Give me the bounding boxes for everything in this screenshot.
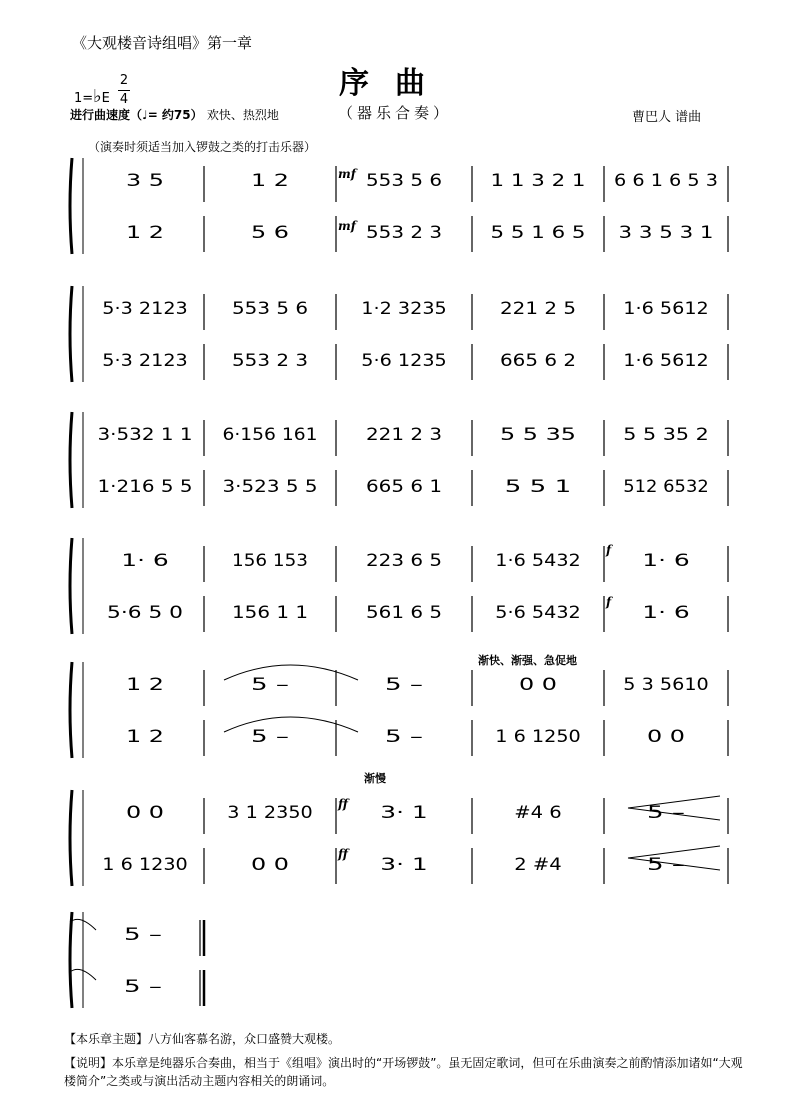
- dynamic-mf: mf: [338, 219, 356, 233]
- flat-sign: ♭: [93, 86, 102, 107]
- notation-bar-bot: 5·6 1235: [361, 351, 447, 371]
- notation-bar-top: 5 5 35: [500, 425, 576, 445]
- notation-bar-top: 553 5 6: [366, 171, 442, 191]
- tie-arc: [224, 717, 358, 732]
- notation-bar-bot: 3 3 5 3 1: [618, 223, 714, 243]
- notation-bar-top: 1 2: [251, 171, 289, 191]
- notation-bar-top: 6·156 161: [222, 425, 318, 445]
- notation-bar-top: 0 0: [126, 803, 164, 823]
- song-title: 序曲: [339, 66, 451, 101]
- dynamic-f: f: [606, 543, 612, 557]
- key-label: 1=: [74, 91, 94, 106]
- tempo-value: = 约75）: [147, 108, 203, 122]
- notation-bar-bot: 5 5 1: [504, 477, 572, 497]
- notation-bar-bot: 553 2 3: [366, 223, 442, 243]
- dynamic-ff: ff: [338, 797, 348, 811]
- notation-bar-bot: 5 –: [385, 727, 423, 747]
- notation-bar-top: 1·2 3235: [361, 299, 447, 319]
- notation-bar-top: 3·532 1 1: [97, 425, 193, 445]
- notation-bar-top: 5 –: [385, 675, 423, 695]
- notation-bar-bot: 2 #4: [514, 855, 562, 875]
- dynamic-mf: mf: [338, 167, 356, 181]
- notation-bar-top: 1 2: [126, 675, 164, 695]
- notation-bar-top: 1·6 5432: [495, 551, 581, 571]
- notation-bar-top: 3 1 2350: [227, 803, 313, 823]
- chapter-header: 《大观楼音诗组唱》第一章: [72, 34, 253, 52]
- notation-bar-top: 223 6 5: [366, 551, 442, 571]
- notation-bar-bot: 5 –: [124, 977, 162, 997]
- system-bracket: [70, 412, 72, 508]
- notation-bar-bot: 512 6532: [623, 477, 709, 497]
- notation-bar-bot: 0 0: [647, 727, 685, 747]
- notation-bar-top: 6 6 1 6 5 3: [614, 171, 718, 191]
- notation-bar-top: 553 5 6: [232, 299, 308, 319]
- explanation-note: 【说明】本乐章是纯器乐合奏曲，相当于《组唱》演出时的“开场锣鼓”。虽无固定歌词，但可在乐曲演奏之前酌情添加诸如“大观楼简介”之类或与演出活动主题内容相关的朗诵词。: [64, 1056, 743, 1088]
- system-bracket: [70, 538, 72, 634]
- notation-bar-bot: 5·6 5432: [495, 603, 581, 623]
- notation-bar-bot: 1 2: [126, 727, 164, 747]
- notation-bar-bot: 5 5 1 6 5: [490, 223, 586, 243]
- dynamic-f: f: [606, 595, 612, 609]
- notation-bar-top: 221 2 3: [366, 425, 442, 445]
- notation-bar-bot: 5 6: [251, 223, 289, 243]
- tempo-mark-accel: 渐快、渐强、急促地: [478, 654, 577, 667]
- notation-bar-top: 5 3 5610: [623, 675, 709, 695]
- time-signature-bottom: 4: [119, 92, 129, 107]
- notation-bar-top: 1· 6: [121, 551, 169, 571]
- notation-bar-bot: 1 6 1230: [102, 855, 188, 875]
- notation-bar-top: 5 –: [124, 925, 162, 945]
- dynamic-ff: ff: [338, 847, 348, 861]
- tempo-label: 进行曲速度（: [70, 108, 143, 122]
- notation-bar-bot: 665 6 1: [366, 477, 442, 497]
- notation-bar-top: 3· 1: [380, 803, 428, 823]
- performance-note: （演奏时须适当加入锣鼓之类的打击乐器）: [88, 140, 317, 154]
- key-note: E: [101, 91, 110, 106]
- notation-bar-bot: 3·523 5 5: [222, 477, 318, 497]
- notation-bar-bot: 5·3 2123: [102, 351, 188, 371]
- notation-bar-top: 0 0: [519, 675, 557, 695]
- tempo-description: 欢快、热烈地: [206, 108, 279, 122]
- notation-bar-bot: 1·6 5612: [623, 351, 709, 371]
- notation-bar-bot: 5 –: [647, 855, 685, 875]
- notation-bar-bot: 156 1 1: [232, 603, 308, 623]
- notation-bar-top: 5·3 2123: [102, 299, 188, 319]
- system-bracket: [70, 912, 72, 1008]
- notation-bar-top: #4 6: [514, 803, 562, 823]
- system-bracket: [70, 790, 72, 886]
- notation-bar-bot: 1 6 1250: [495, 727, 581, 747]
- notation-bar-bot: 5 –: [251, 727, 289, 747]
- notation-bar-top: 1 1 3 2 1: [490, 171, 586, 191]
- notation-bar-bot: 0 0: [251, 855, 289, 875]
- system-bracket: [70, 158, 72, 254]
- notation-bar-bot: 1·216 5 5: [97, 477, 193, 497]
- composer: 曹巴人 谱曲: [632, 110, 702, 125]
- notation-bar-top: 5 –: [251, 675, 289, 695]
- notation-bar-bot: 665 6 2: [500, 351, 576, 371]
- theme-note: 【本乐章主题】八方仙客慕名游，众口盛赞大观楼。: [64, 1032, 341, 1046]
- system-bracket: [70, 286, 72, 382]
- notation-bar-top: 5 5 35 2: [623, 425, 709, 445]
- notation-bar-bot: 561 6 5: [366, 603, 442, 623]
- notation-bar-bot: 1· 6: [642, 603, 690, 623]
- notation-bar-top: 3 5: [126, 171, 164, 191]
- notation-bar-bot: 553 2 3: [232, 351, 308, 371]
- system-bracket: [70, 662, 72, 758]
- notation-bar-top: 221 2 5: [500, 299, 576, 319]
- tie-arc: [224, 665, 358, 680]
- notation-bar-top: 156 153: [232, 551, 308, 571]
- song-subtitle: （器乐合奏）: [337, 104, 452, 122]
- notation-bar-bot: 5·6 5 0: [107, 603, 183, 623]
- notation-bar-top: 5 –: [647, 803, 685, 823]
- time-signature-top: 2: [119, 73, 129, 88]
- quarter-note-icon: ♩: [142, 108, 148, 122]
- notation-bar-bot: 3· 1: [380, 855, 428, 875]
- notation-bar-bot: 1 2: [126, 223, 164, 243]
- notation-bar-top: 1·6 5612: [623, 299, 709, 319]
- notation-bar-top: 1· 6: [642, 551, 690, 571]
- tempo-mark-rit: 渐慢: [364, 772, 386, 785]
